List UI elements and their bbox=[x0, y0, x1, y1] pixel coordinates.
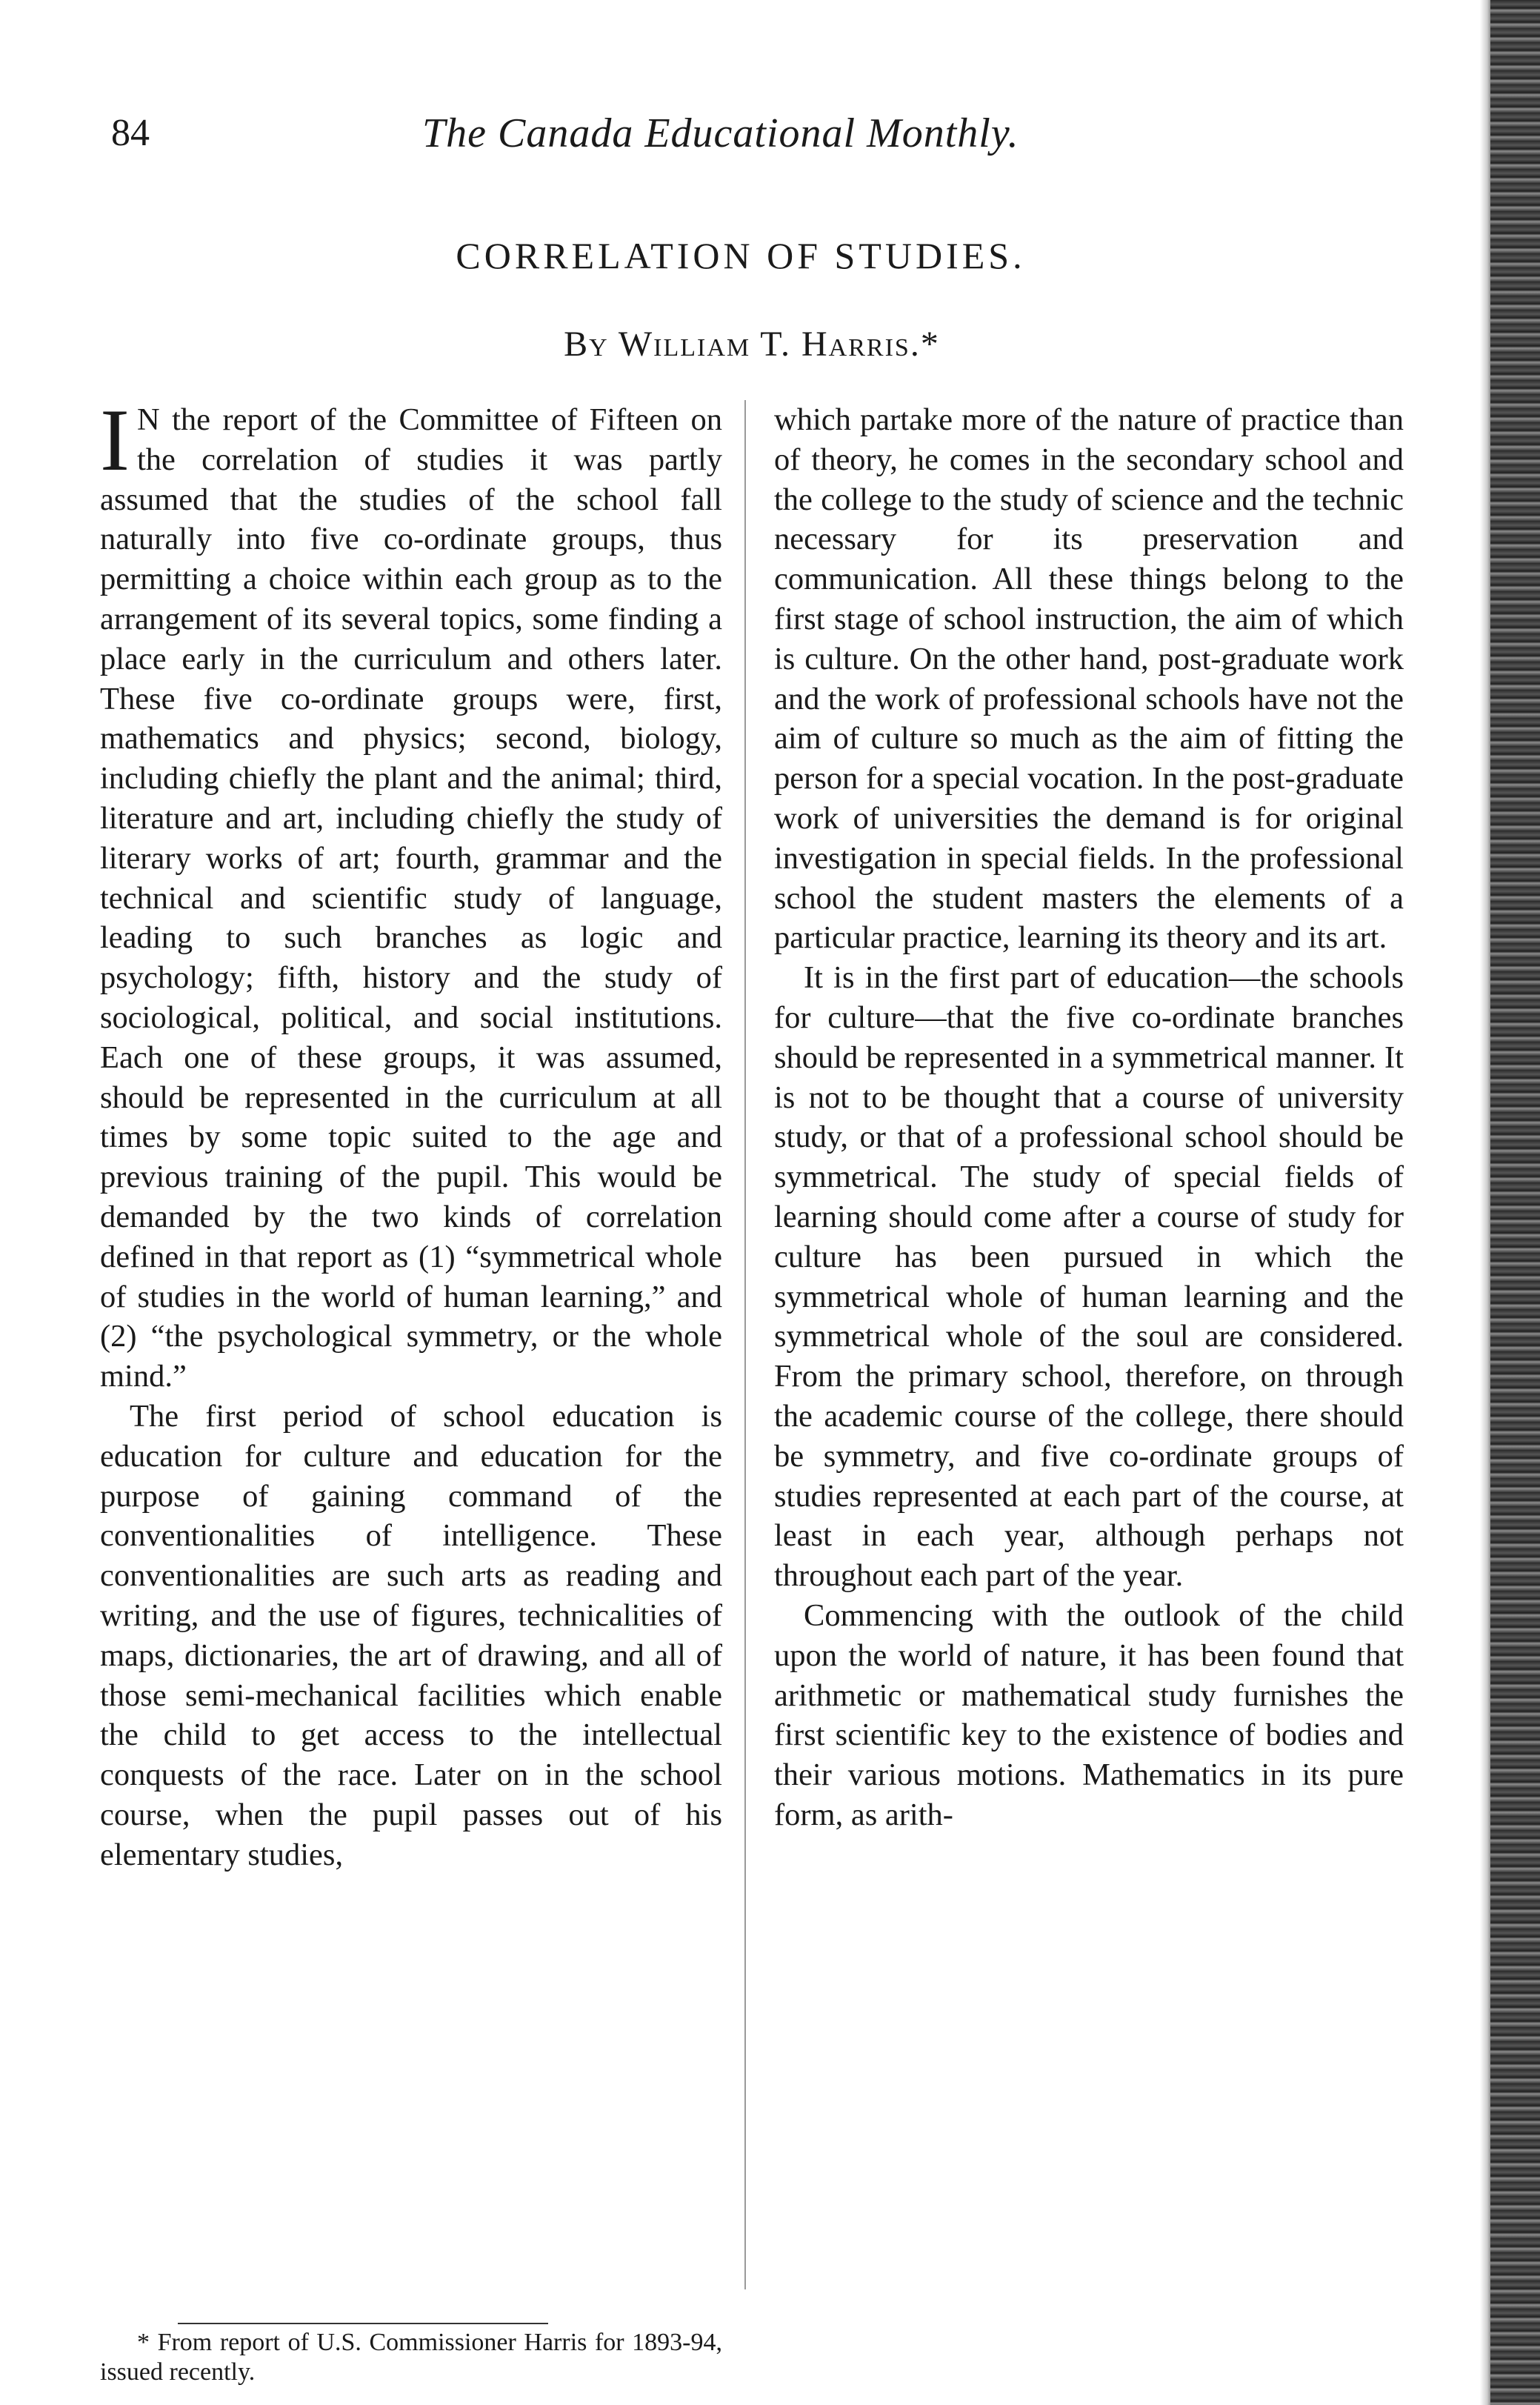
left-column bbox=[100, 390, 722, 1875]
column-divider bbox=[744, 400, 746, 2289]
footnote bbox=[100, 2328, 722, 2387]
right-paragraph-1: which partake more of the nature of practice than of theory, he comes in the secondary school and the college to the study of science and the technic necessary for its preservation and communication. All these things belong to the first stage of school instruction, the aim of which is culture. On the other hand, post-graduate work and the work of professional schools have not the aim of culture so much as the aim of fitting the person for a special vocation. In the post-graduate work of universities the demand is for original investigation in special fields. In the professional school the student masters the elements of a particular practice, learning its theory and its art. bbox=[774, 402, 1404, 956]
left-paragraph-1 bbox=[100, 390, 722, 1397]
right-column bbox=[774, 400, 1404, 1835]
running-title: The Canada Educational Monthly. bbox=[422, 110, 1019, 156]
drop-cap: I bbox=[100, 390, 130, 489]
book-binding-edge bbox=[1490, 0, 1540, 2405]
right-paragraph-3: Commencing with the outlook of the child upon the world of nature, it has been found that arithmetic or mathematical study furnishes the first scientific key to the existence of bodies and their various motions. Mathematics in its pure form, as arith- bbox=[774, 1597, 1404, 1832]
footnote-text: * From report of U.S. Commissioner Harris for 1893-94, issued recently. bbox=[100, 2329, 722, 2386]
footnote-divider bbox=[178, 2323, 548, 2324]
article-byline: By William T. Harris.* bbox=[564, 325, 940, 364]
left-paragraph-2: The first period of school education is education for culture and education for the purpose of gaining command of the conventionalities of intelligence. These conventionalities are such arts as reading and writing, and the use of figures, technicalities of maps, dictionaries, the art of drawing, and all of those semi-mechanical facilities which enable the child to get access to the intellectual conquests of the race. Later on in the school course, when the pupil passes out of his elementary studies, bbox=[100, 1398, 722, 1872]
left-paragraph-1-text: N the report of the Committee of Fifteen on the correlation of studies it was partly assumed that the studies of the school fall naturally into five co-ordinate groups, thus permitting a choice within each group as to the arrangement of its several topics, some finding a place early in the curriculum and others later. These five co-ordinate groups were, first, mathematics and physics; second, biology, including chiefly the plant and the animal; third, literature and art, including chiefly the study of literary works of art; fourth, grammar and the technical and scientific study of language, leading to such branches as logic and psychology; fifth, history and the study of sociological, political, and social institutions. Each one of these groups, it was assumed, should be represented in the curriculum at all times by some topic suited to the age and previous training of the pupil. This would be demanded by the two kinds of correlation defined in that report as (1) “symmetrical whole of studies in the world of human learning,” and (2) “the psychological symmetry, or the whole mind.” bbox=[100, 402, 722, 1394]
article-title: CORRELATION OF STUDIES. bbox=[456, 235, 1026, 276]
right-paragraph-2: It is in the first part of education—the schools for culture—that the five co-ordinate branches should be represented in a symmetrical manner. It is not to be thought that a course of university study, or that of a professional school should be symmetrical. The study of special fields of learning should come after a course of study for culture has been pursued in which the symmetrical whole of human learning and the symmetrical whole of the soul are considered. From the primary school, therefore, on through the academic course of the college, there should be symmetry, and five co-ordinate groups of studies represented at each part of the course, at least in each year, although perhaps not throughout each part of the year. bbox=[774, 960, 1404, 1594]
page-number: 84 bbox=[111, 112, 150, 154]
page-header bbox=[111, 104, 1104, 163]
